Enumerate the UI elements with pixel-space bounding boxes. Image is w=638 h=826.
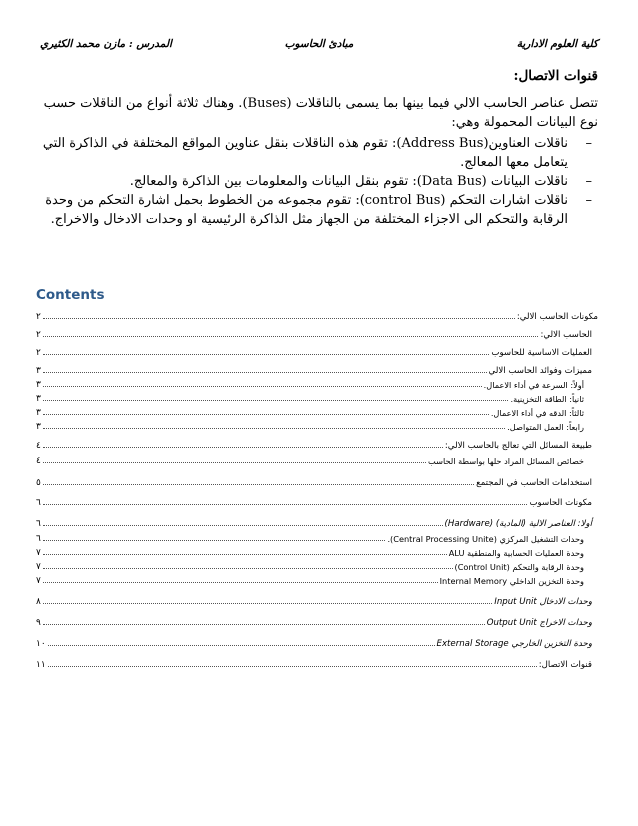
toc-entry-title: وحدات التشغيل المركزي (Central Processing Unite). bbox=[387, 534, 584, 544]
header-course: مبادئ الحاسوب bbox=[284, 38, 354, 50]
section-title: قنوات الاتصال: bbox=[513, 68, 598, 84]
toc-entry[interactable] bbox=[36, 572, 584, 586]
header-college: كلية العلوم الادارية bbox=[516, 38, 598, 50]
toc-entry[interactable] bbox=[36, 437, 592, 451]
bus-item-text: ناقلات العناوين(Address Bus): تقوم هذه الناقلات بنقل عناوين المواقع المختلفة في الذاكرة التي يتعامل معها المعالج. bbox=[42, 136, 568, 170]
toc-entry[interactable] bbox=[36, 635, 592, 649]
toc-entry-page: ٧ bbox=[36, 562, 41, 572]
toc-entry[interactable] bbox=[36, 530, 584, 544]
toc-entry[interactable] bbox=[36, 593, 592, 607]
page-header bbox=[40, 38, 598, 54]
bus-item-text: ناقلات البيانات (Data Bus): تقوم بنقل البيانات والمعلومات بين الذاكرة والمعالج. bbox=[129, 174, 568, 189]
toc-entry-page: ٣ bbox=[36, 366, 41, 376]
toc-entry-title: رابعاً: العمل المتواصل. bbox=[507, 422, 584, 432]
intro-paragraph: تتصل عناصر الحاسب الالي فيما بينها بما يسمى بالناقلات (Buses). وهناك ثلاثة أنواع من الناقلات حسب نوع البيانات المحمولة وهي: bbox=[43, 96, 598, 130]
toc-entry[interactable] bbox=[36, 494, 592, 508]
bullet-dash: – bbox=[585, 174, 592, 189]
toc-entry-page: ١١ bbox=[36, 660, 46, 670]
toc-entry[interactable] bbox=[36, 558, 584, 572]
toc-leader-dots bbox=[43, 483, 474, 485]
toc-entry[interactable] bbox=[36, 656, 592, 670]
toc-leader-dots bbox=[43, 446, 443, 448]
toc-leader-dots bbox=[43, 353, 490, 355]
toc-entry[interactable] bbox=[36, 390, 584, 404]
toc-entry-page: ٩ bbox=[36, 618, 41, 628]
toc-entry-page: ٥ bbox=[36, 478, 41, 488]
toc-entry-page: ٣ bbox=[36, 422, 41, 432]
toc-entry[interactable] bbox=[36, 474, 592, 488]
toc-entry[interactable] bbox=[36, 452, 584, 466]
toc-leader-dots bbox=[43, 399, 509, 401]
toc-entry-page: ٦ bbox=[36, 534, 41, 544]
toc-leader-dots bbox=[43, 581, 438, 583]
toc-entry-title: وحدة التخزين الخارجي External Storage bbox=[436, 639, 592, 649]
toc-entry-page: ٤ bbox=[36, 441, 41, 451]
toc-leader-dots bbox=[43, 461, 426, 463]
bullet-dash: – bbox=[585, 136, 592, 151]
toc-entry-page: ٢ bbox=[36, 330, 41, 340]
bus-list bbox=[34, 134, 598, 229]
toc-entry-title: قنوات الاتصال: bbox=[538, 660, 592, 670]
bus-item-address bbox=[34, 134, 598, 172]
toc-entry-page: ٣ bbox=[36, 380, 41, 390]
toc-entry[interactable] bbox=[36, 376, 584, 390]
toc-entry-title: ثالثاً: الدقه في أداء الاعمال. bbox=[490, 408, 584, 418]
contents-heading: Contents bbox=[36, 287, 105, 303]
toc-entry-title: طبيعة المسائل التي تعالج بالحاسب الالي: bbox=[444, 441, 592, 451]
toc-entry-title: ثانياً: الطاقة التخزينية. bbox=[510, 394, 584, 404]
toc-leader-dots bbox=[43, 539, 386, 541]
toc-leader-dots bbox=[43, 503, 528, 505]
toc-entry-title: وحدة الرقابة والتحكم (Control Unit) bbox=[454, 562, 584, 572]
bus-item-text: ناقلات اشارات التحكم (control Bus): تقوم مجموعه من الخطوط بحمل اشارة التحكم من وحدة الرقابة والتحكم الى الاجزاء المختلفة من الجهاز مثل الذاكرة الرئيسية او وحدات الادخال والاخراج. bbox=[45, 193, 568, 227]
intro-block bbox=[34, 94, 598, 229]
toc-leader-dots bbox=[43, 385, 482, 387]
toc-entry[interactable] bbox=[36, 614, 592, 628]
bus-item-data bbox=[34, 172, 598, 191]
toc-entry[interactable] bbox=[36, 544, 584, 558]
toc-entry[interactable] bbox=[36, 515, 592, 529]
toc-entry-page: ٧ bbox=[36, 548, 41, 558]
toc-entry[interactable] bbox=[36, 404, 584, 418]
toc-entry-title: الحاسب الالي: bbox=[540, 330, 592, 340]
toc-leader-dots bbox=[43, 317, 515, 319]
toc-entry[interactable] bbox=[36, 362, 592, 376]
toc-entry-title: وحدة التخزين الداخلي Internal Memory bbox=[439, 576, 584, 586]
toc-leader-dots bbox=[43, 623, 485, 625]
toc-entry-page: ١٠ bbox=[36, 639, 46, 649]
toc-entry-title: استخدامات الحاسب في المجتمع bbox=[476, 478, 592, 488]
toc-entry[interactable] bbox=[36, 418, 584, 432]
toc-leader-dots bbox=[48, 644, 435, 646]
toc-leader-dots bbox=[43, 371, 487, 373]
toc-entry-page: ٣ bbox=[36, 394, 41, 404]
toc-entry-title: خصائص المسائل المراد حلها بواسطة الحاسب bbox=[428, 456, 584, 466]
toc-leader-dots bbox=[43, 427, 505, 429]
toc-entry-page: ٢ bbox=[36, 312, 41, 322]
toc-leader-dots bbox=[43, 335, 539, 337]
header-teacher: المدرس : مازن محمد الكثيري bbox=[40, 38, 172, 50]
toc-leader-dots bbox=[43, 567, 453, 569]
bullet-dash: – bbox=[585, 193, 592, 208]
toc-entry[interactable] bbox=[36, 326, 592, 340]
toc-entry-title: مكونات الحاسوب bbox=[529, 498, 592, 508]
toc-entry-title: وحدات الاخراج Output Unit bbox=[486, 618, 592, 628]
toc-leader-dots bbox=[48, 665, 537, 667]
toc-entry-title: وحدات الادخال Input Unit bbox=[494, 597, 592, 607]
toc-leader-dots bbox=[43, 413, 489, 415]
bus-item-control bbox=[34, 191, 598, 229]
toc-entry-page: ٧ bbox=[36, 576, 41, 586]
toc-leader-dots bbox=[43, 524, 443, 526]
toc-entry-title: أولا: العناصر الالية (المادية) (Hardware) bbox=[444, 519, 592, 529]
toc-leader-dots bbox=[43, 553, 447, 555]
toc-entry[interactable] bbox=[36, 308, 598, 322]
toc-leader-dots bbox=[43, 602, 492, 604]
toc-entry-title: وحدة العمليات الحسابية والمنطقية ALU bbox=[448, 548, 584, 558]
toc-entry-title: مميزات وفوائد الحاسب الالي bbox=[488, 366, 592, 376]
toc-entry-page: ٦ bbox=[36, 498, 41, 508]
toc-entry-page: ٨ bbox=[36, 597, 41, 607]
toc-entry-title: العمليات الاساسية للحاسوب bbox=[491, 348, 592, 358]
toc-entry-page: ٢ bbox=[36, 348, 41, 358]
toc-entry-title: أولاً: السرعة في أداء الاعمال. bbox=[483, 380, 584, 390]
toc-entry-page: ٣ bbox=[36, 408, 41, 418]
toc-entry-page: ٤ bbox=[36, 456, 41, 466]
toc-entry-page: ٦ bbox=[36, 519, 41, 529]
toc-entry-title: مكونات الحاسب الالي: bbox=[516, 312, 598, 322]
toc-entry[interactable] bbox=[36, 344, 592, 358]
